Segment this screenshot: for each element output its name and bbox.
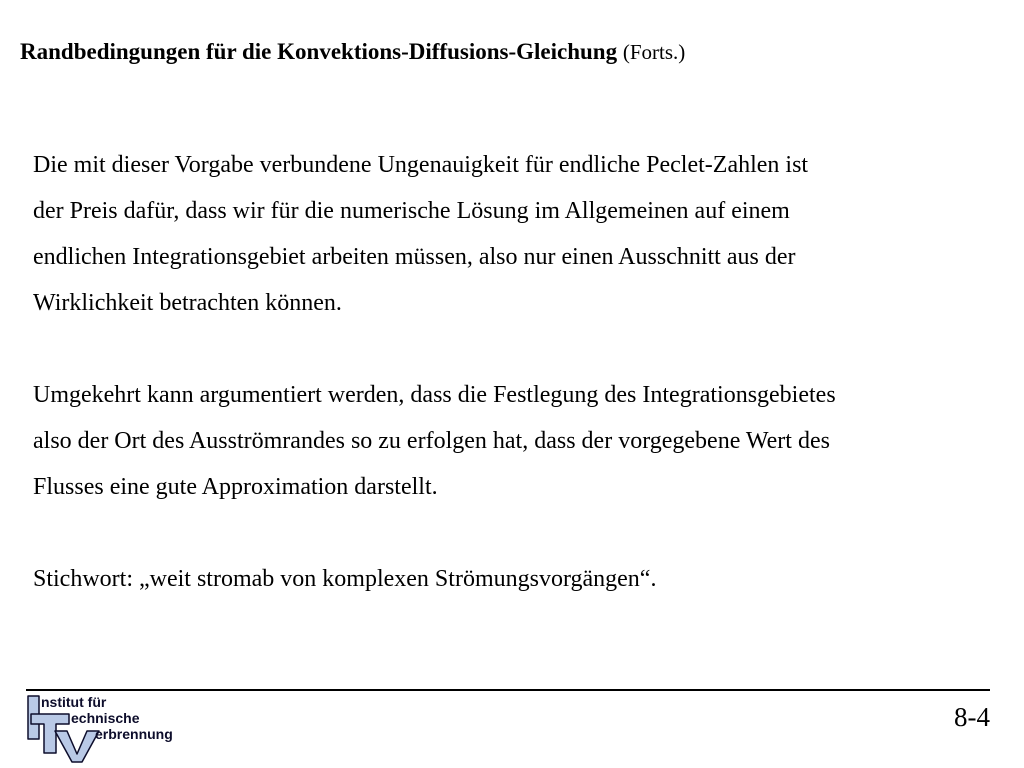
paragraph-line: Umgekehrt kann argumentiert werden, dass die Festlegung des Integrationsgebietes bbox=[33, 382, 836, 408]
paragraph-2 bbox=[33, 372, 993, 510]
logo-text-verbrennung: erbrennung bbox=[95, 726, 173, 742]
institute-logo bbox=[24, 690, 194, 764]
logo-text-technische: echnische bbox=[71, 710, 140, 726]
slide-title-suffix: (Forts.) bbox=[622, 40, 686, 64]
logo-letter-v bbox=[55, 731, 99, 762]
page-number: 8-4 bbox=[954, 702, 990, 732]
paragraph-3-keyword bbox=[33, 556, 993, 602]
paragraph-line: Die mit dieser Vorgabe verbundene Ungenauigkeit für endliche Peclet-Zahlen ist bbox=[33, 152, 809, 178]
slide-body bbox=[33, 142, 993, 602]
paragraph-line: endlichen Integrationsgebiet arbeiten müssen, also nur einen Ausschnitt aus der bbox=[33, 244, 796, 270]
logo-text-institut: nstitut für bbox=[41, 694, 107, 710]
paragraph-line: Wirklichkeit betrachten können. bbox=[33, 290, 342, 316]
paragraph-line: Stichwort: „weit stromab von komplexen Strömungsvorgängen“. bbox=[33, 566, 657, 592]
slide-title-main: Randbedingungen für die Konvektions-Diffusions-Gleichung bbox=[20, 39, 618, 64]
paragraph-line: also der Ort des Ausströmrandes so zu erfolgen hat, dass der vorgegebene Wert des bbox=[33, 428, 830, 454]
paragraph-line: Flusses eine gute Approximation darstellt. bbox=[33, 474, 438, 500]
paragraph-line: der Preis dafür, dass wir für die numerische Lösung im Allgemeinen auf einem bbox=[33, 198, 790, 224]
slide-title bbox=[20, 36, 685, 68]
paragraph-1 bbox=[33, 142, 993, 326]
